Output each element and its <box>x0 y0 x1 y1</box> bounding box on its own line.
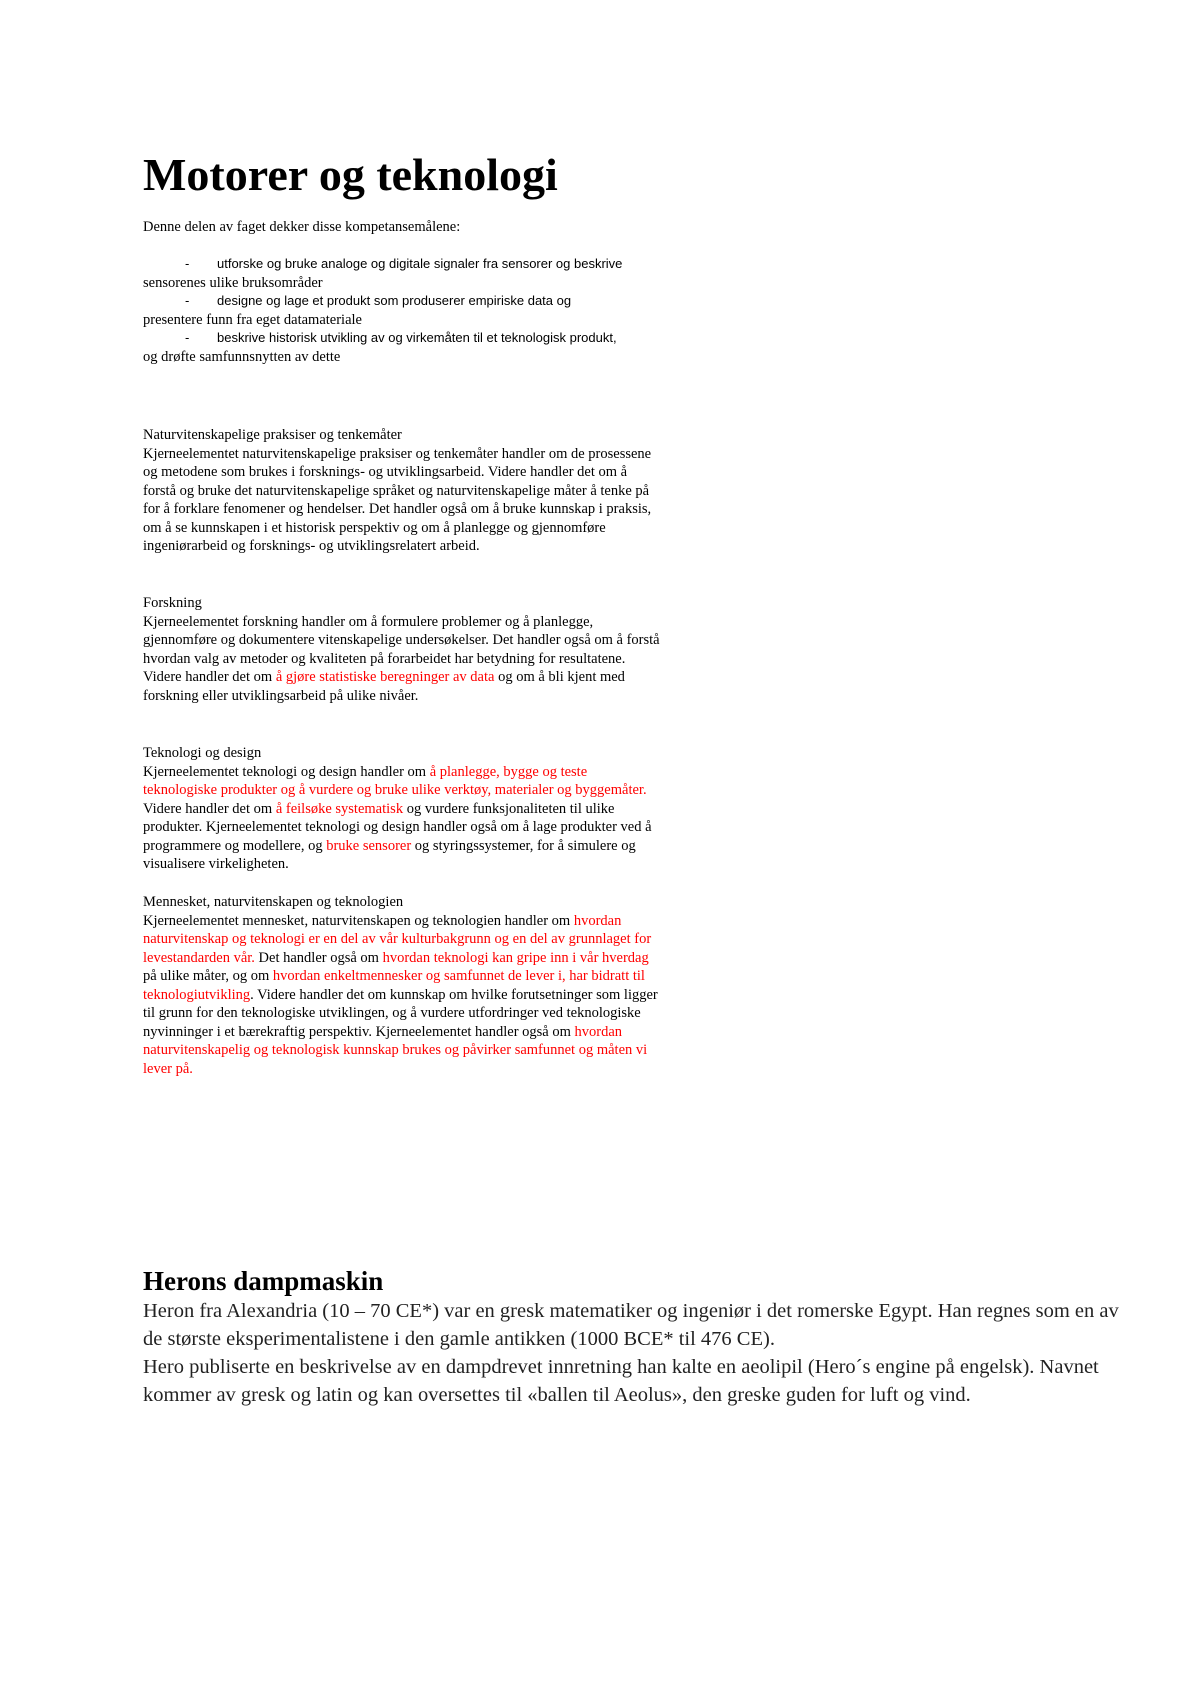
section-teknologi-og-design <box>143 744 663 874</box>
list-item <box>143 329 683 366</box>
highlighted-text: å feilsøke systematisk <box>275 800 404 817</box>
highlighted-text: hvordan enkeltmennesker og samfunnet de lever i, har bidratt til teknologiutvikling <box>143 968 645 1003</box>
section-body: Kjerneelementet mennesket, naturvitenskapen og teknologien handler om hvordan naturvitenskap og teknologi er en del av vår kulturbakgrunn og en del av grunnlaget for levestandarden vår. Det handler også om hvordan teknologi kan gripe inn i vår hverdag på ulike måter, og om hvordan enkeltmennesker og samfunnet de lever i, har bidratt til teknologiutvikling. Videre handler det om kunnskap om hvilke forutsetninger som ligger til grunn for den teknologiske utviklingen, og å vurdere utfordringer ved teknologiske nyvinninger i et bærekraftig perspektiv. Kjerneelementet handler også om hvordan naturvitenskapelig og teknologisk kunnskap brukes og påvirker samfunnet og måten vi lever på. <box>143 912 658 1077</box>
goal-line-continued: presentere funn fra eget datamateriale <box>143 311 362 328</box>
goal-line: beskrive historisk utvikling av og virkemåten til et teknologisk produkt, <box>217 330 617 345</box>
highlighted-text: å gjøre statistiske beregninger av data <box>275 669 495 685</box>
section-body: Kjerneelementet naturvitenskapelige praksiser og tenkemåter handler om de prosessene og metodene som brukes i forsknings- og utviklingsarbeid. Videre handler det om å forstå og bruke det naturvitenskapelige språket og naturvitenskapelige måter å tenke på for å forklare fenomener og hendelser. Det handler også om å bruke kunnskap i praksis, om å se kunnskapen i et historisk perspektiv og om å planlegge og gjennomføre ingeniørarbeid og forsknings- og utviklingsrelatert arbeid. <box>143 445 652 554</box>
heron-heading: Herons dampmaskin <box>143 1266 384 1296</box>
section-forskning <box>143 594 663 705</box>
heron-body <box>143 1297 1123 1409</box>
highlighted-text: hvordan teknologi kan gripe inn i vår hverdag <box>382 949 649 966</box>
competence-goals-list <box>143 255 683 366</box>
list-dash: - <box>185 330 190 345</box>
list-item <box>143 292 683 329</box>
goal-line-continued: og drøfte samfunnsnytten av dette <box>143 348 341 365</box>
section-heading: Teknologi og design <box>143 745 262 761</box>
section-praksiser <box>143 426 663 556</box>
intro-text: Denne delen av faget dekker disse kompetansemålene: <box>143 219 461 235</box>
highlighted-text: hvordan naturvitenskap og teknologi er en del av vår kulturbakgrunn og en del av grunnlaget for levestandarden vår. <box>143 912 652 966</box>
section-heading: Naturvitenskapelige praksiser og tenkemåter <box>143 427 402 443</box>
goal-line: utforske og bruke analoge og digitale signaler fra sensorer og beskrive <box>217 256 623 271</box>
goal-line: designe og lage et produkt som produserer empiriske data og <box>217 293 572 308</box>
section-heading: Mennesket, naturvitenskapen og teknologien <box>143 894 404 910</box>
section-mennesket <box>143 893 663 1078</box>
section-heading: Forskning <box>143 595 202 611</box>
paragraph: Hero publiserte en beskrivelse av en dampdrevet innretning han kalte en aeolipil (Hero´s engine på engelsk). Navnet kommer av gresk og latin og kan oversettes til «ballen til Aeolus», den greske guden for luft og vind. <box>143 1356 1099 1406</box>
page-title: Motorer og teknologi <box>143 149 558 200</box>
section-body: Kjerneelementet teknologi og design handler om å planlegge, bygge og teste teknologiske produkter og å vurdere og bruke ulike verktøy, materialer og byggemåter. Videre handler det om å feilsøke systematisk og vurdere funksjonaliteten til ulike produkter. Kjerneelementet teknologi og design handler også om å lage produkter ved å programmere og modellere, og bruke sensorer og styringssystemer, for å simulere og visualisere virkeligheten. <box>143 763 652 872</box>
section-body: Kjerneelementet forskning handler om å formulere problemer og å planlegge, gjennomføre og dokumentere vitenskapelige undersøkelser. Det handler også om å forstå hvordan valg av metoder og kvaliteten på forarbeidet har betydning for resultatene. Videre handler det om å gjøre statistiske beregninger av data og om å bli kjent med forskning eller utviklingsarbeid på ulike nivåer. <box>143 613 660 704</box>
list-dash: - <box>185 293 190 308</box>
goal-line-continued: sensorenes ulike bruksområder <box>143 274 323 291</box>
paragraph: Heron fra Alexandria (10 – 70 CE*) var en gresk matematiker og ingeniør i det romerske Egypt. Han regnes som en av de største eksperimentalistene i den gamle antikken (1000 BCE* til 476 CE). <box>143 1300 1119 1350</box>
list-item <box>143 255 683 292</box>
list-dash: - <box>185 256 190 271</box>
highlighted-text: hvordan naturvitenskapelig og teknologisk kunnskap brukes og påvirker samfunnet og måten vi lever på. <box>143 1023 648 1077</box>
highlighted-text: bruke sensorer <box>326 837 412 854</box>
highlighted-text: å planlegge, bygge og teste teknologiske produkter og å vurdere og bruke ulike verktøy, materialer og byggemåter. <box>143 763 647 798</box>
